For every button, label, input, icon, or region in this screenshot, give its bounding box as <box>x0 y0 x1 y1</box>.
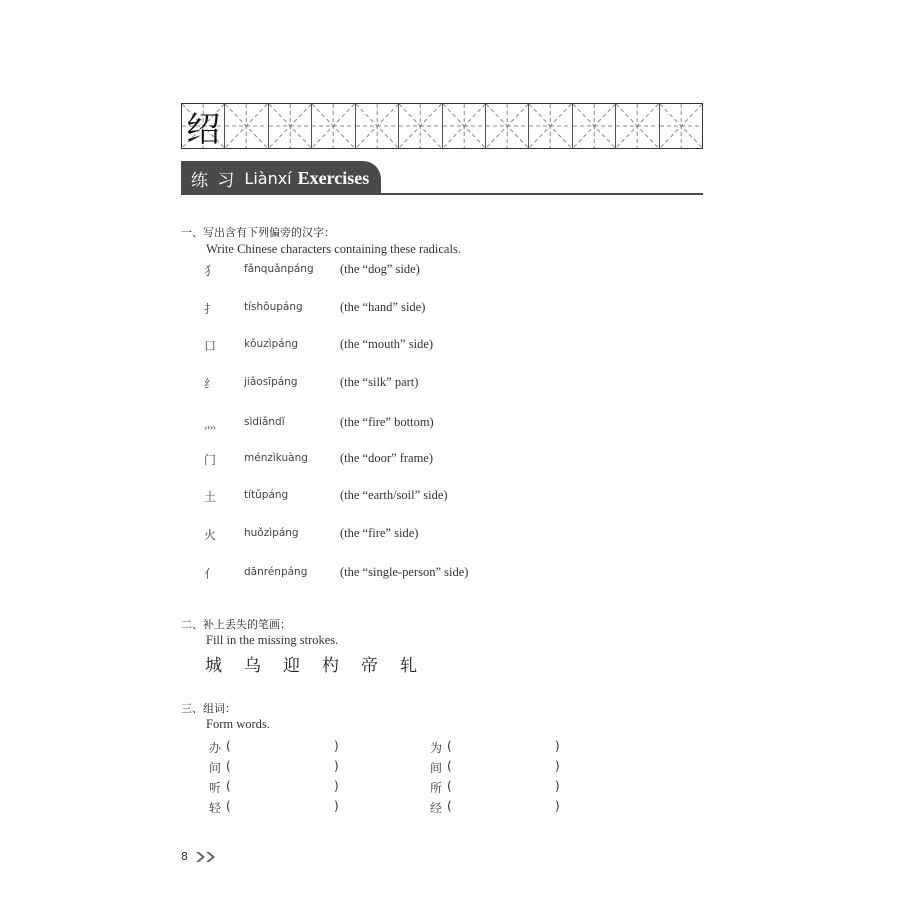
grid-cell-empty <box>485 104 528 148</box>
close-paren: ) <box>334 739 339 753</box>
radical-meaning: (the “silk” part) <box>340 375 419 389</box>
exercise1-title: 一、写出含有下列偏旁的汉字： <box>181 226 335 239</box>
radical-glyph: 火 <box>204 528 217 542</box>
radical-pinyin: ménzìkuàng <box>244 452 308 464</box>
radical-glyph: 口 <box>204 339 217 353</box>
sample-character: 绍 <box>186 109 221 150</box>
radical-meaning: (the “door” frame) <box>340 451 433 465</box>
radical-meaning: (the “hand” side) <box>340 300 426 314</box>
radical-pinyin: dānrénpáng <box>244 566 308 578</box>
open-paren: ( <box>447 759 452 773</box>
radical-pinyin: kǒuzìpáng <box>244 338 299 350</box>
radical-row <box>200 262 520 280</box>
close-paren: ) <box>555 759 560 773</box>
grid-cell-empty <box>615 104 658 148</box>
radical-meaning: (the “fire” bottom) <box>340 415 434 429</box>
radical-row <box>200 415 520 433</box>
radical-pinyin: sìdiǎndǐ <box>244 416 285 428</box>
stroke-character: 帝 <box>361 656 378 676</box>
open-paren: ( <box>226 779 231 793</box>
section-title-en: Exercises <box>297 167 370 188</box>
character-practice-grid <box>181 103 703 149</box>
section-header <box>181 161 381 195</box>
word-character: 办 <box>209 741 222 755</box>
exercise1-instruction: Write Chinese characters containing these radicals. <box>206 242 461 256</box>
radical-pinyin: huǒzìpáng <box>244 527 299 539</box>
section-divider <box>181 193 703 195</box>
radical-row <box>200 451 520 469</box>
grid-cell-sample <box>182 104 224 148</box>
radical-row <box>200 565 520 583</box>
radical-glyph: 门 <box>204 453 217 467</box>
grid-cell-empty <box>311 104 354 148</box>
radical-glyph: 灬 <box>204 417 217 431</box>
exercise3-instruction: Form words. <box>206 717 270 731</box>
stroke-character: 杓 <box>322 656 339 676</box>
radical-row <box>200 300 520 318</box>
stroke-character: 迎 <box>283 656 300 676</box>
radical-row <box>200 488 520 506</box>
radical-meaning: (the “single-person” side) <box>340 565 469 579</box>
radical-meaning: (the “fire” side) <box>340 526 419 540</box>
radical-meaning: (the “earth/soil” side) <box>340 488 448 502</box>
close-paren: ) <box>555 739 560 753</box>
word-character: 问 <box>209 761 222 775</box>
open-paren: ( <box>226 739 231 753</box>
grid-cell-empty <box>224 104 267 148</box>
open-paren: ( <box>226 799 231 813</box>
grid-cell-empty <box>572 104 615 148</box>
exercise2-title: 二、补上丢失的笔画： <box>181 618 291 631</box>
grid-cell-empty <box>442 104 485 148</box>
page-number: 8 <box>181 850 188 863</box>
radical-glyph: 亻 <box>204 567 217 581</box>
open-paren: ( <box>447 779 452 793</box>
stroke-character: 城 <box>205 656 222 676</box>
stroke-character: 轧 <box>400 656 417 676</box>
exercise2-instruction: Fill in the missing strokes. <box>206 633 339 647</box>
radical-pinyin: títǔpáng <box>244 489 289 501</box>
missing-strokes-characters <box>205 651 439 676</box>
close-paren: ) <box>555 779 560 793</box>
close-paren: ) <box>334 779 339 793</box>
radical-meaning: (the “dog” side) <box>340 262 420 276</box>
page-footer <box>181 850 220 863</box>
section-title-cn: 练 习 <box>191 170 237 191</box>
exercise3-title: 三、组词： <box>181 702 236 715</box>
stroke-character: 乌 <box>244 656 261 676</box>
word-character: 听 <box>209 781 222 795</box>
close-paren: ) <box>334 799 339 813</box>
radical-glyph: 土 <box>204 490 217 504</box>
radical-row <box>200 526 520 544</box>
word-character: 轻 <box>209 801 222 815</box>
grid-cell-empty <box>268 104 311 148</box>
open-paren: ( <box>447 739 452 753</box>
radical-pinyin: jiǎosīpáng <box>244 376 298 388</box>
grid-cell-empty <box>398 104 441 148</box>
radical-pinyin: tíshǒupáng <box>244 301 303 313</box>
section-title-pinyin: Liànxí <box>244 168 292 188</box>
grid-cell-empty <box>355 104 398 148</box>
grid-cell-empty <box>659 104 702 148</box>
grid-cell-empty <box>528 104 571 148</box>
word-character: 经 <box>430 801 443 815</box>
double-chevron-right-icon <box>194 851 220 863</box>
word-character: 间 <box>430 761 443 775</box>
word-character: 为 <box>430 741 443 755</box>
radical-glyph: 犭 <box>204 264 217 278</box>
radical-glyph: 扌 <box>204 302 217 316</box>
radical-row <box>200 375 520 393</box>
radical-glyph: 纟 <box>204 377 217 391</box>
radical-pinyin: fǎnquǎnpáng <box>244 263 314 275</box>
open-paren: ( <box>447 799 452 813</box>
radical-row <box>200 337 520 355</box>
close-paren: ) <box>334 759 339 773</box>
open-paren: ( <box>226 759 231 773</box>
radical-meaning: (the “mouth” side) <box>340 337 434 351</box>
word-character: 所 <box>430 781 443 795</box>
close-paren: ) <box>555 799 560 813</box>
